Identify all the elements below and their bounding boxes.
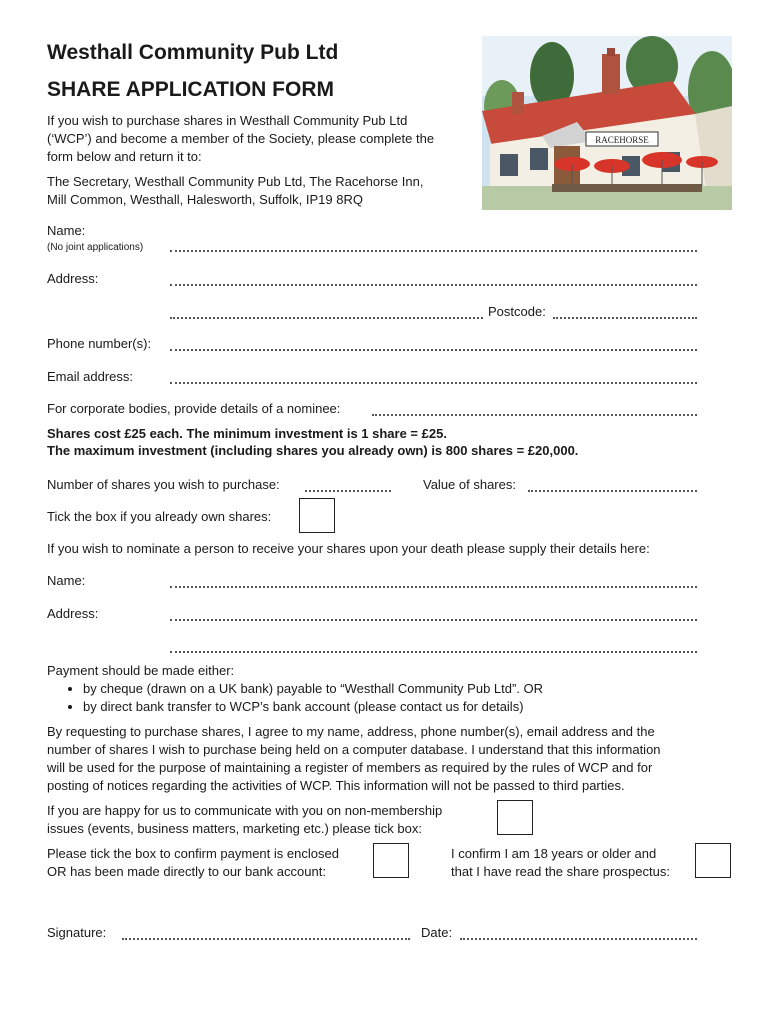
communication-text: If you are happy for us to communicate with you on non-membership bbox=[47, 803, 443, 818]
phone-field[interactable] bbox=[170, 349, 697, 351]
payment-confirm-checkbox[interactable] bbox=[373, 843, 409, 878]
own-shares-label: Tick the box if you already own shares: bbox=[47, 509, 272, 524]
date-label: Date: bbox=[421, 925, 453, 940]
postcode-label: Postcode: bbox=[488, 304, 546, 319]
payment-options bbox=[47, 680, 747, 716]
nominee-name-label: Name: bbox=[47, 573, 86, 588]
pub-sign-text: RACEHORSE bbox=[595, 135, 649, 145]
nominee-field[interactable] bbox=[372, 414, 697, 416]
age-confirm-checkbox[interactable] bbox=[695, 843, 731, 878]
nominee-address-label: Address: bbox=[47, 606, 99, 621]
communication-text: issues (events, business matters, marketing etc.) please tick box: bbox=[47, 821, 422, 836]
consent-line: posting of notices regarding the activities of WCP. This information will not be passed to third parties. bbox=[47, 778, 625, 793]
email-label: Email address: bbox=[47, 369, 133, 384]
name-field[interactable] bbox=[170, 250, 697, 252]
payment-intro: Payment should be made either: bbox=[47, 663, 235, 678]
intro-line: (‘WCP’) and become a member of the Society, please complete the bbox=[47, 131, 435, 146]
age-confirm-text: I confirm I am 18 years or older and bbox=[451, 846, 657, 861]
form-title: Westhall Community Pub Ltd bbox=[47, 41, 339, 64]
nominee-address-field-line1[interactable] bbox=[170, 619, 697, 621]
consent-line: will be used for the purpose of maintaining a register of members as required by the rules of WCP and for bbox=[47, 760, 653, 775]
own-shares-checkbox[interactable] bbox=[299, 498, 335, 533]
signature-label: Signature: bbox=[47, 925, 107, 940]
return-address-line: The Secretary, Westhall Community Pub Ltd, The Racehorse Inn, bbox=[47, 174, 424, 189]
intro-line: If you wish to purchase shares in Westhall Community Pub Ltd bbox=[47, 113, 408, 128]
share-value-label: Value of shares: bbox=[423, 477, 516, 492]
date-field[interactable] bbox=[460, 938, 697, 940]
email-field[interactable] bbox=[170, 382, 697, 384]
age-confirm-text: that I have read the share prospectus: bbox=[451, 864, 670, 879]
consent-line: number of shares I wish to purchase being held on a computer database. I understand that this information bbox=[47, 742, 661, 757]
payment-confirm-text: Please tick the box to confirm payment is enclosed bbox=[47, 846, 339, 861]
intro-line: form below and return it to: bbox=[47, 149, 202, 164]
pub-illustration bbox=[482, 36, 732, 210]
signature-field[interactable] bbox=[122, 938, 410, 940]
payment-option-transfer: • by direct bank transfer to WCP’s bank account (please contact us for details) bbox=[83, 698, 747, 716]
communication-checkbox[interactable] bbox=[497, 800, 533, 835]
address-label: Address: bbox=[47, 271, 99, 286]
address-field-line1[interactable] bbox=[170, 284, 697, 286]
share-max-text: The maximum investment (including shares you already own) is 800 shares = £20,000. bbox=[47, 443, 579, 458]
return-address-line: Mill Common, Westhall, Halesworth, Suffolk, IP19 8RQ bbox=[47, 192, 363, 207]
consent-line: By requesting to purchase shares, I agree to my name, address, phone number(s), email address and the bbox=[47, 724, 655, 739]
share-value-field[interactable] bbox=[528, 490, 697, 492]
postcode-field[interactable] bbox=[553, 317, 697, 319]
nominee-name-field[interactable] bbox=[170, 586, 697, 588]
address-field-line2[interactable] bbox=[170, 317, 483, 319]
share-number-label: Number of shares you wish to purchase: bbox=[47, 477, 280, 492]
name-note: (No joint applications) bbox=[47, 242, 144, 253]
nominee-address-field-line2[interactable] bbox=[170, 651, 697, 653]
form-subtitle: SHARE APPLICATION FORM bbox=[47, 78, 334, 101]
payment-confirm-text: OR has been made directly to our bank account: bbox=[47, 864, 326, 879]
payment-option-cheque: • by cheque (drawn on a UK bank) payable to “Westhall Community Pub Ltd”. OR bbox=[83, 680, 747, 698]
name-label: Name: bbox=[47, 223, 86, 238]
share-cost-text: Shares cost £25 each. The minimum investment is 1 share = £25. bbox=[47, 426, 447, 441]
phone-label: Phone number(s): bbox=[47, 336, 152, 351]
share-number-field[interactable] bbox=[305, 490, 391, 492]
nominee-label: For corporate bodies, provide details of a nominee: bbox=[47, 401, 341, 416]
nomination-intro: If you wish to nominate a person to receive your shares upon your death please supply their details here: bbox=[47, 541, 650, 556]
